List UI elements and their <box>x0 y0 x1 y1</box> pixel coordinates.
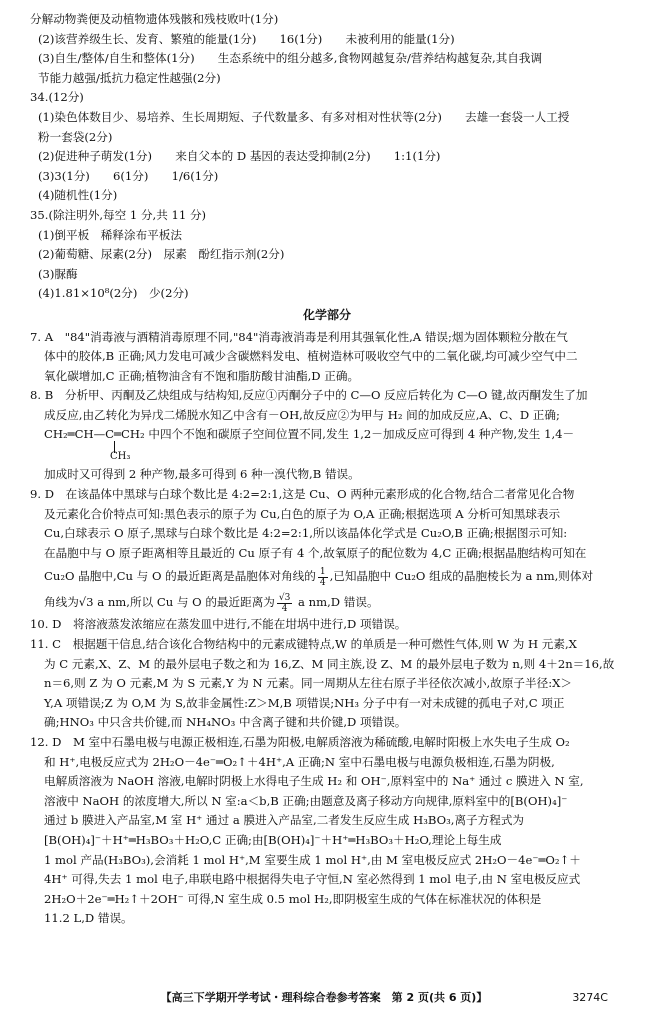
text-line: 加成时又可得到 2 种产物,最多可得到 6 种一溴代物,B 错误。 <box>44 467 360 482</box>
text-line: CH₂═CH—C═CH₂ 中四个不饱和碳原子空间位置不同,发生 1,2－加成反应可得到 4 种产物,发生 1,4－ <box>44 427 575 442</box>
question-heading: 35.(除注明外,每空 1 分,共 11 分) <box>30 207 207 222</box>
text-line: 9. D 在该晶体中黑球与白球个数比是 4:2=2:1,这是 Cu、O 两种元素形成的化合物,结合二者常见化合物 <box>30 487 575 502</box>
text-line: 通过 b 膜进入产品室,M 室 H⁺ 通过 a 膜进入产品室,二者发生反应生成 H₃BO₃,离子方程式为 <box>44 813 525 828</box>
text-line: 粉一套袋(2分) <box>38 129 113 144</box>
text-segment: a nm,D 错误。 <box>294 595 379 610</box>
fraction-numerator: 1 <box>319 566 326 577</box>
text-segment: ,已知晶胞中 Cu₂O 组成的晶胞棱长为 a nm,则体对 <box>329 569 594 584</box>
text-line: 12. D M 室中石墨电极与电源正极相连,石墨为阳极,电解质溶液为稀硫酸,电解时阳极上水失电子生成 O₂ <box>30 735 570 749</box>
text-line: (2)该营养级生长、发育、繁殖的能量(1分) 16(1分) 未被利用的能量(1分) <box>38 31 455 46</box>
text-line: 2H₂O＋2e⁻═H₂↑＋2OH⁻ 可得,N 室生成 0.5 mol H₂,即阴极室生成的气体在标准状况的体积是 <box>44 891 542 906</box>
text-line: (3)3(1分) 6(1分) 1/6(1分) <box>38 168 219 183</box>
text-line: (1)染色体数目少、易培养、生长周期短、子代数量多、有多对相对性状等(2分) 去雄一套袋一人工授 <box>38 109 570 124</box>
text-line: (4)随机性(1分) <box>38 188 118 203</box>
fraction-denominator: 4 <box>319 577 326 588</box>
text-line: (1)倒平板 稀释涂布平板法 <box>38 227 182 242</box>
text-line: 11. C 根据题干信息,结合该化合物结构中的元素成键特点,W 的单质是一种可燃性气体,则 W 为 H 元素,X <box>30 637 577 652</box>
text-line: 4H⁺ 可得,失去 1 mol 电子,串联电路中根据得失电子守恒,N 室必然得到 1 mol 电子,由 N 室电极反应式 <box>44 872 581 887</box>
text-line: 分解动物粪便及动植物遗体残骸和残枝败叶(1分) <box>30 12 279 26</box>
text-line: 及元素化合价特点可知:黑色表示的原子为 Cu,白色的原子为 O,A 正确;根据选项 A 分析可知黑球表示 <box>44 506 561 521</box>
text-line <box>30 589 624 615</box>
answer-page <box>30 10 624 929</box>
text-line: 1 mol 产品(H₃BO₃),会消耗 1 mol H⁺,M 室要生成 1 mol H⁺,由 M 室电极反应式 2H₂O－4e⁻═O₂↑＋ <box>44 852 581 867</box>
text-line: Cu,白球表示 O 原子,黑球与白球个数比是 4:2=2:1,所以该晶体化学式是 Cu₂O,B 正确;根据图示可知: <box>44 526 568 541</box>
structure-formula <box>30 425 624 465</box>
text-line: (3)自生/整体/自生和整体(1分) 生态系统中的组分越多,食物网越复杂/营养结构越复杂,其自我调 <box>38 51 543 66</box>
text-line: 氧化碳增加,C 正确;植物油含有不饱和脂肪酸甘油酯,D 正确。 <box>44 368 360 383</box>
text-line: n＝6,则 Z 为 O 元素,M 为 S 元素,Y 为 N 元素。同一周期从左往右原子半径依次减小,故原子半径:X＞ <box>44 676 572 691</box>
text-line: (3)脲酶 <box>38 266 78 281</box>
text-line: 在晶胞中与 O 原子距离相等且最近的 Cu 原子有 4 个,故氧原子的配位数为 4,C 正确;根据晶胞结构可知在 <box>44 545 587 560</box>
question-heading: 34.(12分) <box>30 90 84 105</box>
text-line: 确;HNO₃ 中只含共价键,而 NH₄NO₃ 中含离子键和共价键,D 项错误。 <box>44 715 407 730</box>
text-line: 电解质溶液为 NaOH 溶液,电解时阴极上水得电子生成 H₂ 和 OH⁻,原料室中的 Na⁺ 通过 c 膜进入 N 室, <box>44 774 584 789</box>
text-line: 成反应,由乙转化为异戊二烯脱水知乙中含有－OH,故反应②为甲与 H₂ 间的加成反应,A、C、D 正确; <box>44 407 560 422</box>
section-title: 化学部分 <box>302 307 351 322</box>
fraction-numerator: √3 <box>278 592 291 603</box>
text-line: (4)1.81×10⁸(2分) 少(2分) <box>38 286 189 301</box>
text-line: 7. A "84"消毒液与酒精消毒原理不同,"84"消毒液消毒是利用其强氧化性,A 错误;烟为固体颗粒分散在气 <box>30 329 568 344</box>
page-footer <box>0 988 648 1008</box>
fraction-denominator: 4 <box>281 603 288 614</box>
text-line: [B(OH)₄]⁻＋H⁺═H₃BO₃＋H₂O,C 正确;由[B(OH)₄]⁻＋H⁺═H₃BO₃＋H₂O,理论上每生成 <box>44 832 502 847</box>
text-line: (2)促进种子萌发(1分) 来自父本的 D 基因的表达受抑制(2分) 1:1(1分) <box>38 149 441 164</box>
text-line: Y,A 项错误;Z 为 O,M 为 S,故非金属性:Z＞M,B 项错误;NH₃ 分子中有一对未成键的孤电子对,C 项正 <box>44 695 565 710</box>
text-line: 8. B 分析甲、丙酮及乙炔组成与结构知,反应①丙酮分子中的 C—O 反应后转化为 C—O 键,故丙酮发生了加 <box>30 388 588 403</box>
text-segment: 角线为√3 a nm,所以 Cu 与 O 的最近距离为 <box>44 595 275 610</box>
fraction <box>318 567 328 588</box>
paper-code: 3274C <box>572 991 608 1004</box>
text-line: 节能力越强/抵抗力稳定性越强(2分) <box>38 70 221 85</box>
text-line: 和 H⁺,电极反应式为 2H₂O－4e⁻═O₂↑＋4H⁺,A 正确;N 室中石墨电极与电源负极相连,石墨为阴极, <box>44 754 555 769</box>
text-line <box>30 563 624 589</box>
footer-text: 【高三下学期开学考试・理科综合卷参考答案 第 2 页(共 6 页)】 <box>160 991 488 1004</box>
text-line: 溶液中 NaOH 的浓度增大,所以 N 室:a＜b,B 正确;由题意及离子移动方向规律,原料室中的[B(OH)₄]⁻ <box>44 793 568 808</box>
text-line: 体中的胶体,B 正确;风力发电可减少含碳燃料发电、植树造林可吸收空气中的二氧化碳,均可减少空气中二 <box>44 349 578 364</box>
fraction <box>277 593 292 614</box>
methyl-label: CH₃ <box>110 451 131 463</box>
text-segment: Cu₂O 晶胞中,Cu 与 O 的最近距离是晶胞体对角线的 <box>44 569 316 584</box>
text-line: 11.2 L,D 错误。 <box>44 911 133 926</box>
text-line: (2)葡萄糖、尿素(2分) 尿素 酚红指示剂(2分) <box>38 247 285 262</box>
text-line: 为 C 元素,X、Z、M 的最外层电子数之和为 16,Z、M 同主族,设 Z、M 的最外层电子数为 n,则 4＋2n＝16,故 <box>44 656 615 671</box>
text-line: 10. D 将溶液蒸发浓缩应在蒸发皿中进行,不能在坩埚中进行,D 项错误。 <box>30 617 407 632</box>
